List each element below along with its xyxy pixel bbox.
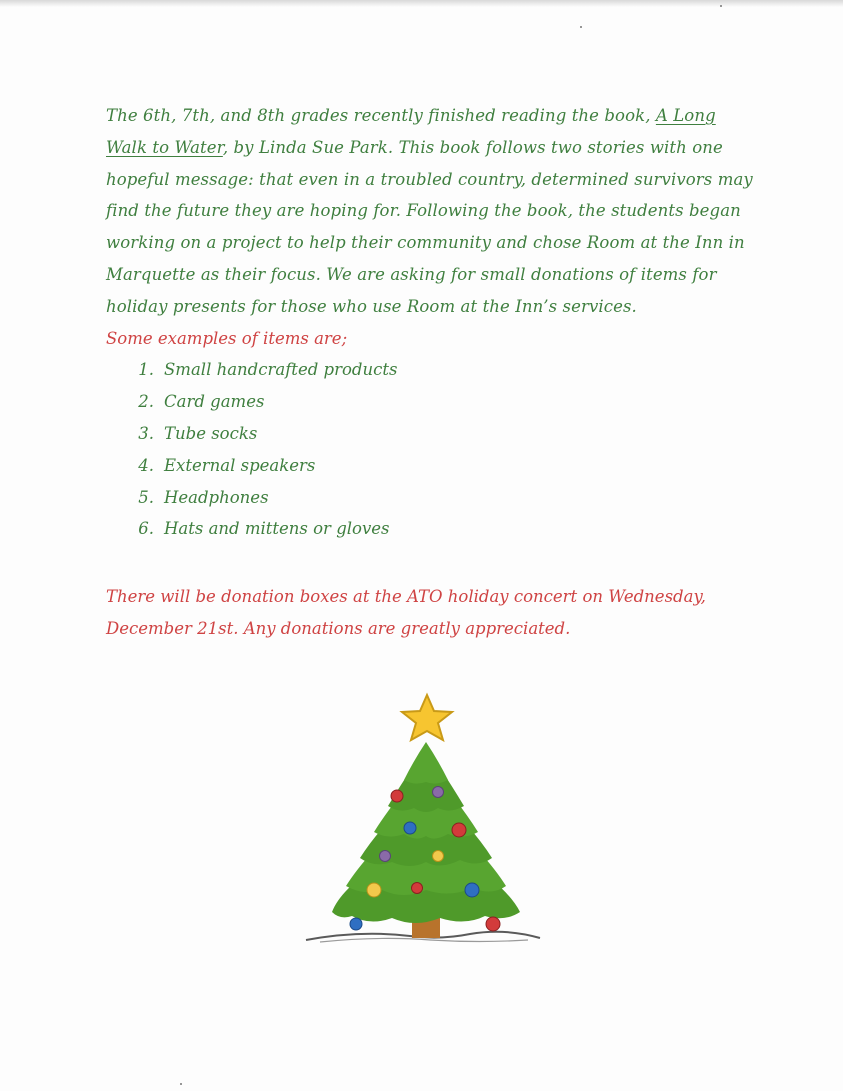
intro-lead: The 6th, 7th, and 8th grades recently finished reading the book,: [106, 106, 656, 125]
ornament-purple: [433, 787, 444, 798]
ornament-red: [412, 883, 423, 894]
scan-speck: [180, 1083, 182, 1085]
item-number: 3.: [138, 423, 154, 443]
scan-speck: [720, 5, 722, 7]
list-item: [106, 482, 754, 514]
list-item: [106, 354, 754, 386]
ground-line-shadow: [320, 938, 528, 942]
item-number: 1.: [138, 360, 154, 380]
ornament-red: [486, 917, 500, 931]
item-number: 6.: [138, 519, 154, 539]
scan-edge: [0, 0, 843, 7]
ornament-red: [391, 790, 403, 802]
item-text: Headphones: [164, 487, 269, 507]
ornament-blue: [350, 918, 362, 930]
item-text: External speakers: [164, 455, 316, 475]
list-item: [106, 418, 754, 450]
item-number: 5.: [138, 487, 154, 507]
book-title: A Long Walk to Water: [106, 106, 716, 157]
examples-heading: Some examples of items are;: [106, 328, 348, 348]
tree-tier-top: [404, 742, 448, 784]
christmas-tree-icon: [300, 690, 550, 950]
item-text: Card games: [164, 392, 265, 412]
christmas-tree-illustration: [300, 690, 550, 950]
donation-note: There will be donation boxes at the ATO holiday concert on Wednesday, December 21st. Any donations are greatly appreciated.: [106, 587, 706, 638]
item-text: Hats and mittens or gloves: [164, 519, 390, 539]
list-item: [106, 513, 754, 545]
item-number: 2.: [138, 392, 154, 412]
ornament-yellow: [367, 883, 381, 897]
ornament-red: [452, 823, 466, 837]
intro-paragraph: [106, 100, 754, 323]
item-text: Tube socks: [164, 423, 258, 443]
ornament-blue: [404, 822, 416, 834]
flyer-body: [106, 100, 754, 545]
ornament-blue: [465, 883, 479, 897]
list-item: [106, 450, 754, 482]
star-icon: [402, 695, 452, 740]
scan-speck: [580, 26, 582, 28]
item-text: Small handcrafted products: [164, 360, 398, 380]
ornament-purple: [380, 851, 391, 862]
donation-items-list: [106, 354, 754, 545]
item-number: 4.: [138, 455, 154, 475]
list-item: [106, 386, 754, 418]
intro-rest: , by Linda Sue Park. This book follows two stories with one hopeful message: that even in a troubled country, determined survivors may find the future they are hoping for. Following the book, the students began working on a project to help their community and chose Room at the Inn in Marquette as their focus. We are asking for small donations of items for holiday presents for those who use Room at the Inn’s services.: [106, 137, 753, 316]
ornament-yellow: [433, 851, 444, 862]
